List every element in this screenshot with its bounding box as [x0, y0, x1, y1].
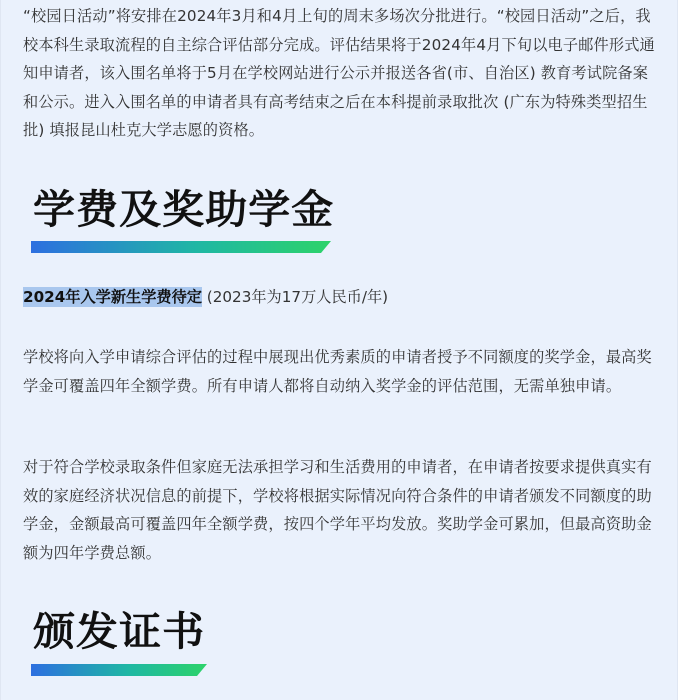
financial-aid-paragraph: 对于符合学校录取条件但家庭无法承担学习和生活费用的申请者，在申请者按要求提供真实有效的家庭经济状况信息的前提下，学校将根据实际情况向符合条件的申请者颁发不同额度的助学金，金额最高可覆盖四年全额学费，按四个学年平均发放。奖助学金可累加，但最高资助金额为四年学费总额。	[23, 458, 652, 562]
title-underline-bar	[31, 664, 207, 676]
tuition-fee-highlight: 2024年入学新生学费待定	[23, 288, 202, 306]
scholarship-paragraph: 学校将向入学申请综合评估的过程中展现出优秀素质的申请者授予不同额度的奖学金，最高奖学金可覆盖四年全额学费。所有申请人都将自动纳入奖学金的评估范围，无需单独申请。	[23, 348, 652, 395]
title-underline-bar	[31, 241, 331, 253]
certificate-section-title: 颁发证书	[33, 609, 206, 655]
tuition-fee-line	[23, 283, 388, 311]
intro-paragraph: “校园日活动”将安排在2024年3月和4月上旬的周末多场次分批进行。“校园日活动”之后，我校本科生录取流程的自主综合评估部分完成。评估结果将于2024年4月下旬以电子邮件形式通知申请者，该入围名单将于5月在学校网站进行公示并报送各省(市、自治区) 教育考试院备案和公示。进入入围名单的申请者具有高考结束之后在本科提前录取批次 (广东为特殊类型招生批) 填报昆山杜克大学志愿的资格。	[23, 7, 655, 140]
tuition-section-title: 学费及奖助学金	[33, 187, 335, 233]
tuition-fee-note: (2023年为17万人民币/年)	[201, 288, 389, 306]
